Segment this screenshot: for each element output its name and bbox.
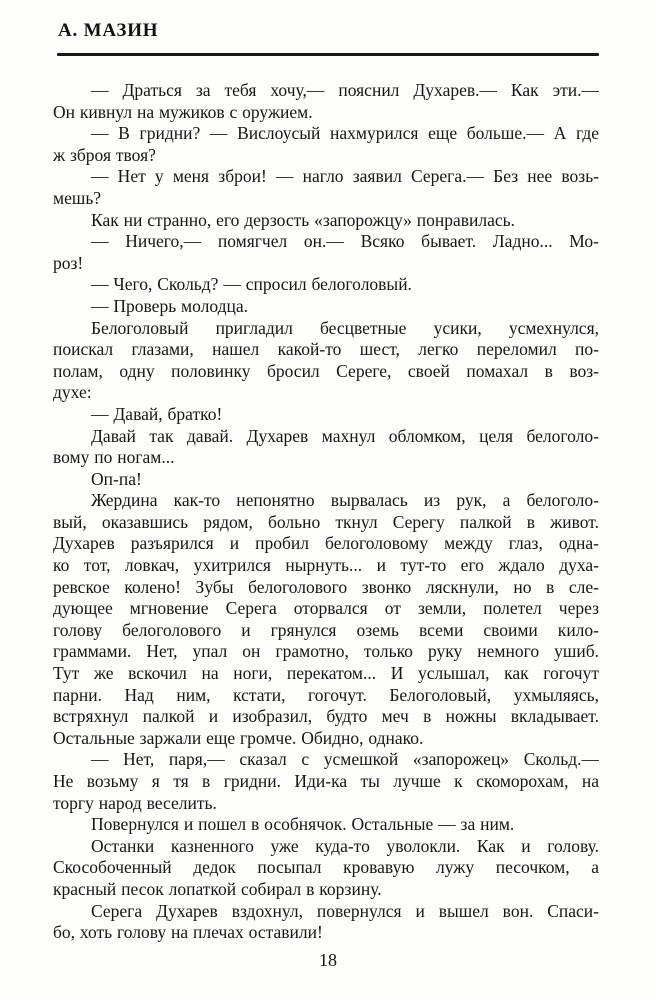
text-line: торгу народ веселить.: [53, 792, 217, 813]
text-line: ж зброя твоя?: [53, 144, 156, 165]
text-line: Как ни странно, его дерзость «запорожцу» понравилась.: [91, 209, 515, 230]
text-line: Скособоченный дедок посыпал кровавую лужу песочком, а: [53, 857, 599, 878]
text-line: — Нет, паря,— сказал с усмешкой «запорожец» Скольд.—: [91, 749, 599, 770]
text-line: — Проверь молодца.: [91, 295, 249, 316]
text-line: духе:: [53, 382, 92, 403]
text-line: Он кивнул на мужиков с оружием.: [53, 101, 313, 122]
text-line: Белоголовый пригладил бесцветные усики, усмехнулся,: [91, 317, 599, 338]
text-line: — Драться за тебя хочу,— пояснил Духарев.— Как эти.—: [91, 80, 599, 100]
text-line: — Ничего,— помягчел он.— Всяко бывает. Ладно... Мо-: [91, 231, 599, 252]
text-line: Давай так давай. Духарев махнул обломком, целя белоголо-: [91, 425, 599, 446]
text-line: ко тот, ловкач, ухитрился нырнуть... и тут-то его ждало духа-: [53, 555, 599, 576]
text-line: — Чего, Скольд? — спросил белоголовый.: [91, 274, 412, 295]
text-line: — Давай, братко!: [91, 403, 223, 424]
text-line: Повернулся и пошел в особнячок. Остальные — за ним.: [91, 814, 515, 835]
text-line: Духарев разъярился и пробил белоголовому между глаз, одна-: [53, 533, 599, 554]
text-line: Оп-па!: [91, 468, 142, 489]
text-line: бо, хоть голову на плечах оставили!: [53, 922, 323, 943]
text-line: дующее мгновение Серега оторвался от земли, полетел через: [53, 598, 599, 619]
running-header-author: А. МАЗИН: [58, 20, 159, 41]
text-line: Остальные заржали еще громче. Обидно, однако.: [53, 727, 424, 748]
text-line: встряхнул палкой и изобразил, будто меч в ножны вкладывает.: [53, 706, 599, 727]
page-number: 18: [319, 950, 337, 970]
header-rule: [57, 53, 599, 56]
text-line: поискал глазами, нашел какой-то шест, легко переломил по-: [53, 339, 599, 360]
text-line: Не возьму я тя в гридни. Иди-ка ты лучше к скоморохам, на: [53, 771, 599, 791]
text-line: Серега Духарев вздохнул, повернулся и вышел вон. Спаси-: [91, 900, 599, 921]
text-line: Останки казненного уже куда-то уволокли. Как и голову.: [91, 835, 599, 856]
text-line: ревское колено! Зубы белоголового звонко ляскнули, но в сле-: [53, 576, 599, 597]
text-line: вый, оказавшись рядом, больно ткнул Серегу палкой в живот.: [53, 511, 599, 532]
text-line: полам, одну половинку бросил Сереге, своей помахал в воз-: [53, 360, 599, 381]
body-text: [53, 80, 599, 944]
text-line: красный песок лопаткой собирал в корзину.: [53, 878, 382, 899]
text-line: Тут же вскочил на ноги, перекатом... И услышал, как гогочут: [53, 663, 599, 684]
text-line: — В гридни? — Вислоусый нахмурился еще больше.— А где: [91, 123, 599, 144]
text-line: роз!: [53, 252, 84, 273]
text-line: — Нет у меня зброи! — нагло заявил Серега.— Без нее возь-: [91, 166, 599, 187]
text-line: граммами. Нет, упал он грамотно, только руку немного ушиб.: [53, 641, 599, 662]
text-line: вому по ногам...: [53, 447, 175, 468]
text-line: голову белоголового и грянулся оземь всеми своими кило-: [53, 619, 599, 640]
text-line: парни. Над ним, кстати, гогочут. Белоголовый, ухмыляясь,: [53, 684, 599, 705]
text-line: мешь?: [53, 187, 102, 208]
text-line: Жердина как-то непонятно вырвалась из рук, а белоголо-: [91, 490, 599, 511]
